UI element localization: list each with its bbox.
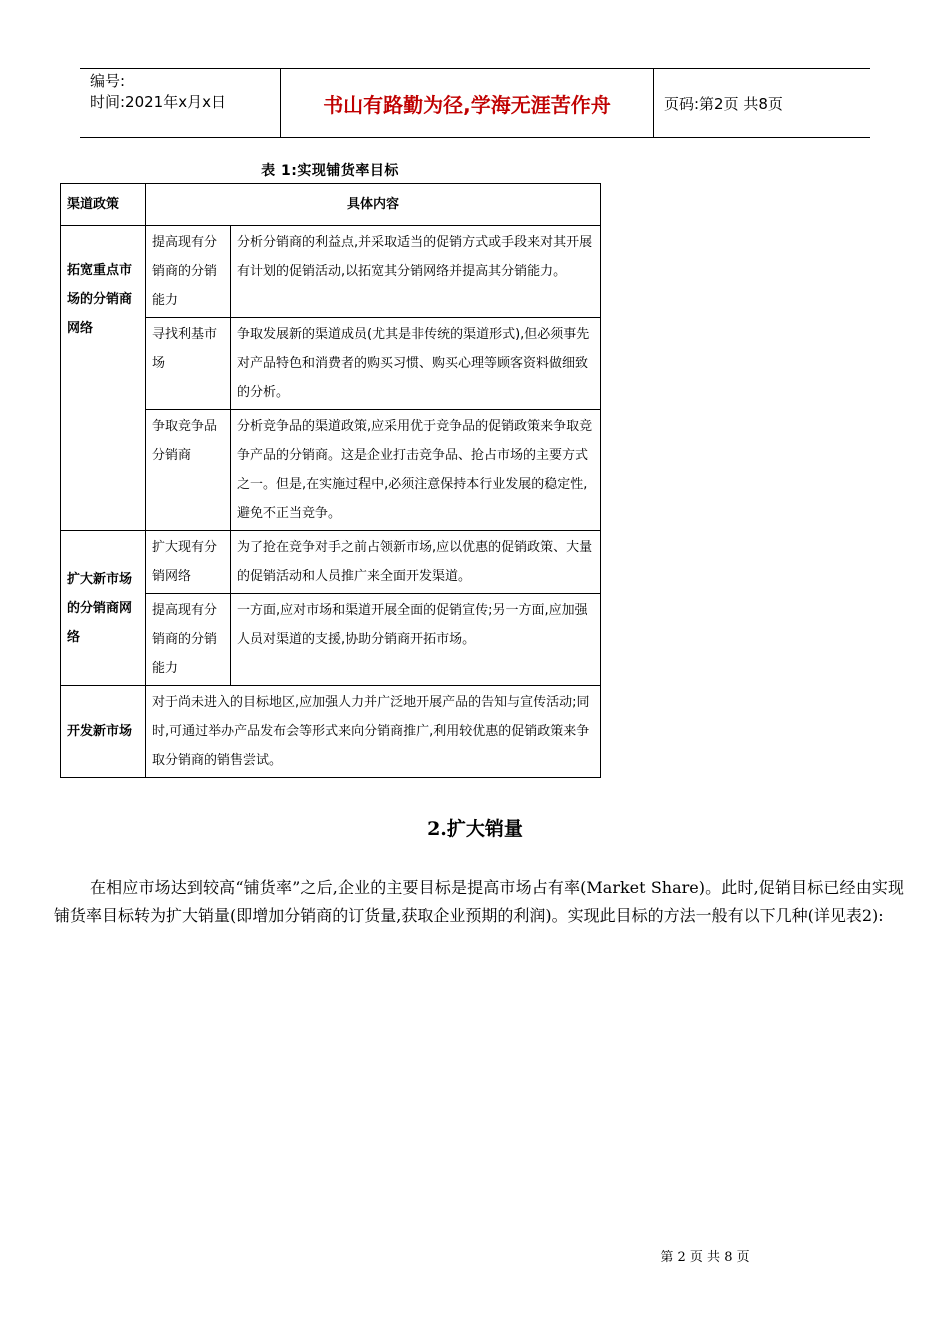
desc-cell: 对于尚未进入的目标地区,应加强人力并广泛地开展产品的告知与宣传活动;同时,可通过举办产品发布会等形式来向分销商推广,利用较优惠的促销政策来争取分销商的销售尝试。 <box>146 686 601 778</box>
table-row <box>61 531 601 594</box>
body-paragraph: 在相应市场达到较高“铺货率”之后,企业的主要目标是提高市场占有率(Market Share)。此时,促销目标已经由实现铺货率目标转为扩大销量(即增加分销商的订货量,获取企业预期的利润)。实现此目标的方法一般有以下几种(详见表2): <box>54 878 904 925</box>
header-meta <box>80 69 281 137</box>
desc-cell: 为了抢在竞争对手之前占领新市场,应以优惠的促销政策、大量的促销活动和人员推广来全面开发渠道。 <box>231 531 601 594</box>
item-cell: 提高现有分销商的分销能力 <box>146 594 231 686</box>
desc-cell: 分析分销商的利益点,并采取适当的促销方式或手段来对其开展有计划的促销活动,以拓宽其分销网络并提高其分销能力。 <box>231 226 601 318</box>
desc-cell: 争取发展新的渠道成员(尤其是非传统的渠道形式),但必须事先对产品特色和消费者的购买习惯、购买心理等顾客资料做细致的分析。 <box>231 318 601 410</box>
policy-cell: 扩大新市场的分销商网络 <box>61 531 146 686</box>
table-row <box>61 686 601 778</box>
table-caption: 表 1:实现铺货率目标 <box>261 163 399 179</box>
column-header-policy: 渠道政策 <box>61 184 146 226</box>
policy-cell: 拓宽重点市场的分销商网络 <box>61 226 146 531</box>
item-cell: 寻找利基市场 <box>146 318 231 410</box>
section-title: 2.扩大销量 <box>427 818 523 840</box>
document-time: 时间:2021年x月x日 <box>90 93 226 111</box>
page-header <box>80 68 870 138</box>
desc-cell: 一方面,应对市场和渠道开展全面的促销宣传;另一方面,应加强人员对渠道的支援,协助分销商开拓市场。 <box>231 594 601 686</box>
document-number: 编号: <box>90 72 126 90</box>
item-cell: 提高现有分销商的分销能力 <box>146 226 231 318</box>
table-row <box>61 226 601 318</box>
page-footer: 第 2 页 共 8 页 <box>660 1250 750 1265</box>
policy-cell: 开发新市场 <box>61 686 146 778</box>
column-header-content: 具体内容 <box>146 184 601 226</box>
header-motto: 书山有路勤为径,学海无涯苦作舟 <box>281 69 654 137</box>
promotion-table <box>60 183 601 778</box>
table-header-row <box>61 184 601 226</box>
item-cell: 争取竞争品分销商 <box>146 410 231 531</box>
desc-cell: 分析竞争品的渠道政策,应采用优于竞争品的促销政策来争取竞争产品的分销商。这是企业打击竞争品、抢占市场的主要方式之一。但是,在实施过程中,必须注意保持本行业发展的稳定性,避免不正当竞争。 <box>231 410 601 531</box>
item-cell: 扩大现有分销网络 <box>146 531 231 594</box>
header-page-info: 页码:第2页 共8页 <box>664 94 783 113</box>
